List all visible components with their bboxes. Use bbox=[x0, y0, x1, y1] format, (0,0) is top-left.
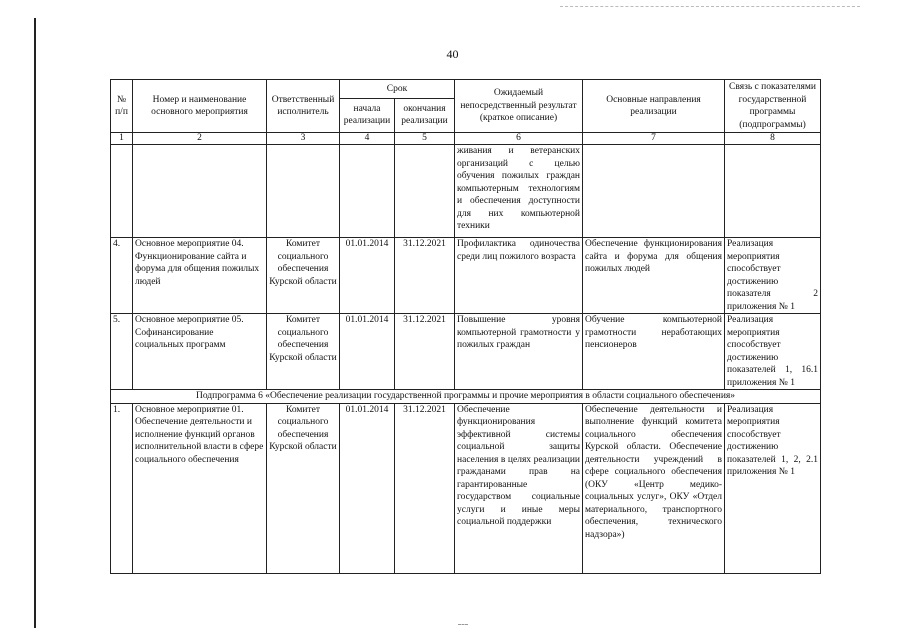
cell-responsible: Комитет социального обеспечения Курской области bbox=[267, 238, 340, 314]
cell-end: 31.12.2021 bbox=[395, 314, 455, 390]
column-number: 3 bbox=[267, 133, 340, 145]
subprogram-section-row bbox=[111, 390, 821, 404]
cell-start: 01.01.2014 bbox=[340, 238, 395, 314]
header-name: Номер и наименование основного мероприятия bbox=[133, 80, 267, 133]
cell-directions: Обеспечение деятельности и выполнение функций комитета социального обеспечения Курской области. Обеспечение деятельности учреждений в сфере социального обеспечения (ОКУ «Центр медико-социальных услуг», ОКУ «Отдел материального, транспортного обеспечения, технического надзора») bbox=[583, 403, 725, 573]
cell-start bbox=[340, 145, 395, 238]
column-number: 5 bbox=[395, 133, 455, 145]
table-row bbox=[111, 403, 821, 573]
column-number: 4 bbox=[340, 133, 395, 145]
header-term: Срок bbox=[340, 80, 455, 99]
header-row bbox=[111, 80, 821, 99]
column-number: 8 bbox=[725, 133, 821, 145]
cell-num bbox=[111, 145, 133, 238]
header-start: начала реализации bbox=[340, 98, 395, 132]
cell-num: 5. bbox=[111, 314, 133, 390]
measures-table bbox=[110, 79, 821, 574]
header-end: окончания реализации bbox=[395, 98, 455, 132]
cell-num: 1. bbox=[111, 403, 133, 573]
header-result: Ожидаемый непосредственный результат (краткое описание) bbox=[455, 80, 583, 133]
column-number: 1 bbox=[111, 133, 133, 145]
cell-name: Основное мероприятие 05. Софинансирование социальных программ bbox=[133, 314, 267, 390]
cell-result: Повышение уровня компьютерной грамотности у пожилых граждан bbox=[455, 314, 583, 390]
cell-name: Основное мероприятие 01. Обеспечение деятельности и исполнение функций органов исполнительной власти в сфере социального обеспечения bbox=[133, 403, 267, 573]
cell-num: 4. bbox=[111, 238, 133, 314]
binding-margin-line bbox=[34, 18, 36, 628]
column-number-row bbox=[111, 133, 821, 145]
cell-result: Профилактика одиночества среди лиц пожилого возраста bbox=[455, 238, 583, 314]
cell-responsible bbox=[267, 145, 340, 238]
cell-responsible: Комитет социального обеспечения Курской области bbox=[267, 314, 340, 390]
scan-artifact-line bbox=[560, 6, 860, 7]
header-responsible: Ответственный исполнитель bbox=[267, 80, 340, 133]
cell-directions: Обеспечение функционирования сайта и форума для общения пожилых людей bbox=[583, 238, 725, 314]
cell-directions bbox=[583, 145, 725, 238]
header-directions: Основные направления реализации bbox=[583, 80, 725, 133]
cell-start: 01.01.2014 bbox=[340, 314, 395, 390]
cell-directions: Обучение компьютерной грамотности неработающих пенсионеров bbox=[583, 314, 725, 390]
cell-end: 31.12.2021 bbox=[395, 238, 455, 314]
cell-name: Основное мероприятие 04. Функционирование сайта и форума для общения пожилых людей bbox=[133, 238, 267, 314]
cell-link bbox=[725, 145, 821, 238]
cell-end bbox=[395, 145, 455, 238]
cell-result: Обеспечение функционирования эффективной системы социальной защиты населения в целях реализации гражданами прав на гарантированные государством социальные услуги и иные меры социальной поддержки bbox=[455, 403, 583, 573]
page-number: 40 bbox=[446, 47, 459, 61]
scan-artifact-mark bbox=[458, 624, 468, 625]
cell-end: 31.12.2021 bbox=[395, 403, 455, 573]
table-row bbox=[111, 145, 821, 238]
cell-link: Реализация мероприятия способствует достижению показателей 1, 2, 2.1 приложения № 1 bbox=[725, 403, 821, 573]
subprogram-title: Подпрограмма 6 «Обеспечение реализации государственной программы и прочие мероприятия в области социального обеспечения» bbox=[111, 390, 821, 404]
cell-start: 01.01.2014 bbox=[340, 403, 395, 573]
cell-link: Реализация мероприятия способствует достижению показателей 1, 16.1 приложения № 1 bbox=[725, 314, 821, 390]
table-row bbox=[111, 314, 821, 390]
header-link: Связь с показателями государственной программы (подпрограммы) bbox=[725, 80, 821, 133]
header-num: № п/п bbox=[111, 80, 133, 133]
column-number: 6 bbox=[455, 133, 583, 145]
cell-responsible: Комитет социального обеспечения Курской области bbox=[267, 403, 340, 573]
cell-result: живания и ветеранских организаций с целью обучения пожилых граждан компьютерным технологиям и обеспечения доступности для них компьютерной техники bbox=[455, 145, 583, 238]
cell-name bbox=[133, 145, 267, 238]
column-number: 2 bbox=[133, 133, 267, 145]
table-row bbox=[111, 238, 821, 314]
column-number: 7 bbox=[583, 133, 725, 145]
cell-link: Реализация мероприятия способствует достижению показателя 2 приложения № 1 bbox=[725, 238, 821, 314]
